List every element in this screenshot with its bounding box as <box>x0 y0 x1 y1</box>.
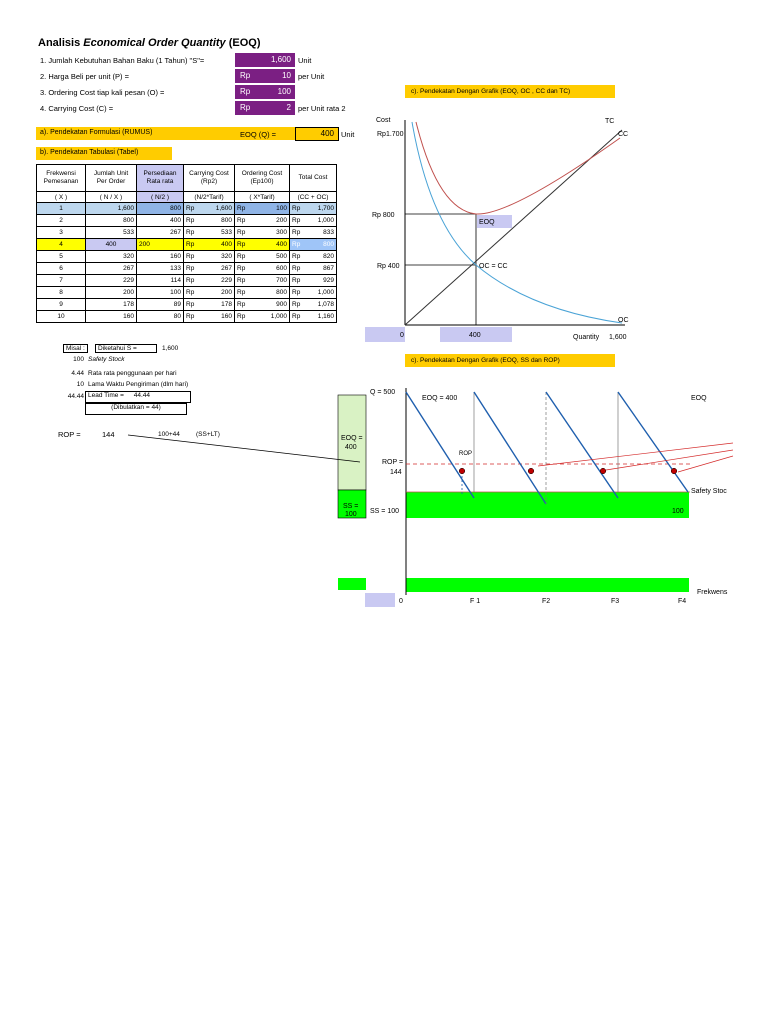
tc-curve <box>416 122 620 214</box>
g2-rop-value: 144 <box>390 469 402 476</box>
param-box-2 <box>235 69 295 83</box>
cell: 533 <box>86 227 137 239</box>
cell-value: 400 <box>276 241 287 248</box>
cell-value: 1,600 <box>215 205 232 212</box>
cell: 1,600 <box>86 203 137 215</box>
formula-bar <box>36 127 336 140</box>
param-value: 1,600 <box>270 55 291 64</box>
y-label-800: Rp 800 <box>372 212 395 219</box>
header-cell: Frekwensi Pemesanan <box>37 165 86 192</box>
left-eoq-value: 400 <box>345 444 357 451</box>
cell-value: 1,000 <box>270 313 287 320</box>
param-unit-4: per Unit rata 2 <box>298 104 346 113</box>
cell-value: 1,000 <box>317 289 334 296</box>
eoq-label: EOQ (Q) = <box>240 130 277 139</box>
param-unit-1: Unit <box>298 56 312 65</box>
lavender-cell <box>365 593 395 607</box>
rp-prefix: Rp <box>237 253 246 260</box>
misal-num: 44.44 <box>67 393 84 400</box>
misal-text: Rata rata penggunaan per hari <box>88 370 177 377</box>
cell <box>235 275 290 287</box>
cell <box>184 263 235 275</box>
g2-x-label: F3 <box>611 598 620 605</box>
table-row <box>37 287 337 299</box>
table-row <box>37 275 337 287</box>
left-eoq-label: EOQ = <box>341 435 363 442</box>
eoq-label-graph: EOQ <box>479 219 495 226</box>
eoq-value-box <box>295 127 339 141</box>
g2-x-label: F4 <box>678 598 687 605</box>
eoq-table <box>36 164 337 323</box>
title-suffix: (EOQ) <box>228 37 261 49</box>
eoq-right: EOQ <box>691 395 707 402</box>
cell: 3 <box>37 227 86 239</box>
cell: 6 <box>37 263 86 275</box>
rp-prefix: Rp <box>186 289 195 296</box>
rp-prefix: Rp <box>292 217 301 224</box>
x-label-400: 400 <box>469 332 481 339</box>
rop-label: ROP = <box>58 430 81 439</box>
misal-num: 10 <box>76 381 84 388</box>
param-label-1: 1. Jumlah Kebutuhan Bahan Baku (1 Tahun) "S"= <box>40 56 205 65</box>
graph2-svg <box>330 380 740 610</box>
cell-value: 160 <box>221 313 232 320</box>
cell: 200 <box>137 239 184 251</box>
table-row <box>37 215 337 227</box>
graph2-title-bar <box>405 354 615 367</box>
cell-value: 800 <box>323 241 334 248</box>
param-prefix: Rp <box>240 71 251 80</box>
subheader-cell: ( X ) <box>37 192 86 203</box>
eoq-unit: Unit <box>341 130 355 139</box>
cell-value: 229 <box>221 277 232 284</box>
cell-value: 820 <box>323 253 334 260</box>
param-box-1 <box>235 53 295 67</box>
tabel-bar <box>36 147 172 160</box>
page-title <box>38 37 261 49</box>
header-cell: Jumlah Unit Per Order <box>86 165 137 192</box>
cell: 1 <box>37 203 86 215</box>
rp-prefix: Rp <box>186 277 195 284</box>
rop-small-label: ROP <box>459 451 473 457</box>
param-box-3 <box>235 85 295 99</box>
cell <box>184 239 235 251</box>
sawtooth-3 <box>546 392 618 498</box>
cell <box>235 287 290 299</box>
cell <box>184 227 235 239</box>
lavender-cell <box>365 327 405 342</box>
rop-point <box>671 468 677 474</box>
cell: 200 <box>86 287 137 299</box>
misal-num: 100 <box>73 356 84 363</box>
cell <box>235 203 290 215</box>
rop-point <box>459 468 465 474</box>
rop-point <box>600 468 606 474</box>
graph1-title: c). Pendekatan Dengan Grafik (EOQ, OC , CC dan TC) <box>411 88 571 95</box>
rp-prefix: Rp <box>186 265 195 272</box>
tc-label: TC <box>605 118 615 125</box>
sawtooth-1 <box>406 392 474 498</box>
cc-label: CC <box>618 131 629 138</box>
rp-prefix: Rp <box>186 217 195 224</box>
pointer-arrow <box>606 450 733 470</box>
cell-value: 1,000 <box>317 217 334 224</box>
graph1-svg <box>360 110 760 350</box>
cell: 160 <box>86 311 137 323</box>
cell-value: 200 <box>276 217 287 224</box>
cell <box>184 287 235 299</box>
cell <box>184 251 235 263</box>
rp-prefix: Rp <box>237 205 246 212</box>
misal-label: Misal : <box>63 344 88 353</box>
rop-point <box>528 468 534 474</box>
cell-value: 800 <box>221 217 232 224</box>
y-label-400: Rp 400 <box>377 263 400 270</box>
rp-prefix: Rp <box>186 229 195 236</box>
x-label-0: 0 <box>400 332 404 339</box>
cell <box>184 215 235 227</box>
cell: 100 <box>137 287 184 299</box>
cell: 400 <box>137 215 184 227</box>
rp-prefix: Rp <box>292 301 301 308</box>
cell: 160 <box>137 251 184 263</box>
cell: 9 <box>37 299 86 311</box>
cell: 2 <box>37 215 86 227</box>
cell <box>184 275 235 287</box>
cell-value: 833 <box>323 229 334 236</box>
cell <box>290 203 337 215</box>
cell <box>290 287 337 299</box>
cell <box>235 227 290 239</box>
table-row <box>37 227 337 239</box>
cell-value: 1,700 <box>317 205 334 212</box>
cell <box>290 227 337 239</box>
param-label-2: 2. Harga Beli per unit (P) = <box>40 72 130 81</box>
rp-prefix: Rp <box>237 265 246 272</box>
param-prefix: Rp <box>240 87 251 96</box>
ss-band <box>406 492 689 518</box>
table-row <box>37 299 337 311</box>
rp-prefix: Rp <box>292 241 301 248</box>
rp-prefix: Rp <box>237 301 246 308</box>
cell: 800 <box>86 215 137 227</box>
table-row <box>37 263 337 275</box>
rp-prefix: Rp <box>186 205 195 212</box>
cell: 267 <box>137 227 184 239</box>
param-box-4 <box>235 101 295 115</box>
cell <box>290 299 337 311</box>
param-value: 2 <box>286 103 291 112</box>
graph2-title: c). Pendekatan Dengan Grafik (EOQ, SS dan ROP) <box>411 357 560 364</box>
rp-prefix: Rp <box>237 313 246 320</box>
left-ss-label: SS = <box>343 503 359 510</box>
oc-label: OC <box>618 317 629 324</box>
g2-rop-label: ROP = <box>382 459 404 466</box>
rop-connector-line <box>128 435 360 462</box>
cell <box>290 263 337 275</box>
cell: 5 <box>37 251 86 263</box>
rop-formula: 100+44 <box>158 431 180 438</box>
g2-x-label: F2 <box>542 598 551 605</box>
cell: 178 <box>86 299 137 311</box>
dibulatkan-box: (Dibulatkan = 44) <box>85 403 187 415</box>
lead-time-box <box>85 391 191 403</box>
ss-right: 100 <box>672 508 684 515</box>
misal-diketahui: Diketahui S = <box>95 344 157 353</box>
cell-value: 929 <box>323 277 334 284</box>
sawtooth-2 <box>474 392 546 504</box>
cell-value: 1,078 <box>317 301 334 308</box>
cell: 800 <box>137 203 184 215</box>
cell-value: 178 <box>221 301 232 308</box>
lead-time-value: 44.44 <box>133 392 151 399</box>
cell <box>184 311 235 323</box>
q-label: Q = 500 <box>370 389 396 396</box>
cell-value: 100 <box>276 205 287 212</box>
header-cell: Persediaan Rata rata <box>137 165 184 192</box>
cell: 89 <box>137 299 184 311</box>
misal-num: 4.44 <box>71 370 84 377</box>
param-label-3: 3. Ordering Cost tiap kali pesan (O) = <box>40 88 165 97</box>
rop-value: 144 <box>102 430 115 439</box>
rp-prefix: Rp <box>292 277 301 284</box>
subheader-cell: (N/2*Tarif) <box>184 192 235 203</box>
cell-value: 600 <box>276 265 287 272</box>
cell-value: 400 <box>221 241 232 248</box>
rp-prefix: Rp <box>237 277 246 284</box>
subheader-cell: (CC + OC) <box>290 192 337 203</box>
cell-value: 300 <box>276 229 287 236</box>
table-row <box>37 203 337 215</box>
cell <box>184 299 235 311</box>
rop-connector-svg <box>120 430 370 470</box>
cell-value: 700 <box>276 277 287 284</box>
y-axis-label: Cost <box>376 117 391 124</box>
param-label-4: 4. Carrying Cost (C) = <box>40 104 114 113</box>
formula-label: a). Pendekatan Formulasi (RUMUS) <box>40 129 153 136</box>
rp-prefix: Rp <box>292 229 301 236</box>
x-label-max: 1,600 <box>609 334 627 341</box>
left-ss-value: 100 <box>345 511 357 518</box>
title-prefix: Analisis <box>38 37 81 49</box>
lead-time-label: Lead Time = <box>88 392 124 399</box>
cell <box>290 311 337 323</box>
eoq-value: 400 <box>320 129 334 138</box>
freq-label: Frekwens <box>697 589 728 596</box>
cell <box>290 215 337 227</box>
rp-prefix: Rp <box>186 241 195 248</box>
cell-value: 320 <box>221 253 232 260</box>
cell <box>290 275 337 287</box>
ss-label: SS = 100 <box>370 508 399 515</box>
cell-value: 533 <box>221 229 232 236</box>
subheader-cell: ( N / X ) <box>86 192 137 203</box>
rp-prefix: Rp <box>237 217 246 224</box>
cell: 80 <box>137 311 184 323</box>
subheader-cell: ( X*Tarif) <box>235 192 290 203</box>
cell: 4 <box>37 239 86 251</box>
cell: 7 <box>37 275 86 287</box>
misal-text: Safety Stock <box>88 356 125 363</box>
rp-prefix: Rp <box>186 313 195 320</box>
cell: 400 <box>86 239 137 251</box>
rop-note: (SS+LT) <box>196 431 220 438</box>
g2-eoq-label: EOQ = 400 <box>422 395 458 402</box>
left-freq-block <box>338 578 366 590</box>
rp-prefix: Rp <box>292 313 301 320</box>
g2-x-label: F 1 <box>470 598 481 605</box>
title-italic: Economical Order Quantity <box>83 37 226 49</box>
g2-x-label: 0 <box>399 598 403 605</box>
header-cell: Ordering Cost (Ep100) <box>235 165 290 192</box>
header-cell: Carrying Cost (Rp2) <box>184 165 235 192</box>
rp-prefix: Rp <box>237 289 246 296</box>
rp-prefix: Rp <box>186 253 195 260</box>
cell: 320 <box>86 251 137 263</box>
cell: 8 <box>37 287 86 299</box>
cell: 10 <box>37 311 86 323</box>
rp-prefix: Rp <box>292 205 301 212</box>
cell <box>290 251 337 263</box>
misal-text: Lama Waktu Pengiriman (dlm hari) <box>88 381 189 388</box>
misal-s-value: 1,600 <box>162 345 179 352</box>
cell-value: 500 <box>276 253 287 260</box>
cell-value: 867 <box>323 265 334 272</box>
cell-value: 1,160 <box>317 313 334 320</box>
cell <box>235 311 290 323</box>
oc-curve <box>412 122 622 323</box>
cell: 229 <box>86 275 137 287</box>
graph1-title-bar <box>405 85 615 98</box>
x-axis-label: Quantity <box>573 334 600 341</box>
rp-prefix: Rp <box>292 289 301 296</box>
cell: 133 <box>137 263 184 275</box>
table-row <box>37 311 337 323</box>
cell <box>235 215 290 227</box>
subheader-cell: ( N/2 ) <box>137 192 184 203</box>
table-row <box>37 251 337 263</box>
param-value: 10 <box>282 71 291 80</box>
cell <box>235 263 290 275</box>
header-cell: Total Cost <box>290 165 337 192</box>
rp-prefix: Rp <box>292 265 301 272</box>
cell <box>290 239 337 251</box>
cell-value: 200 <box>221 289 232 296</box>
sawtooth-4 <box>618 392 688 492</box>
safety-label: Safety Stoc <box>691 488 727 495</box>
y-label-1700: Rp1.700 <box>377 131 404 138</box>
cell-value: 267 <box>221 265 232 272</box>
cell: 267 <box>86 263 137 275</box>
cell-value: 800 <box>276 289 287 296</box>
param-unit-2: per Unit <box>298 72 325 81</box>
rp-prefix: Rp <box>292 253 301 260</box>
table-row-optimal <box>37 239 337 251</box>
cell-value: 900 <box>276 301 287 308</box>
param-prefix: Rp <box>240 103 251 112</box>
cell <box>184 203 235 215</box>
cell: 114 <box>137 275 184 287</box>
cell <box>235 239 290 251</box>
param-value: 100 <box>277 87 291 96</box>
cell <box>235 299 290 311</box>
cross-label: OC = CC <box>479 263 508 270</box>
rp-prefix: Rp <box>186 301 195 308</box>
rp-prefix: Rp <box>237 229 246 236</box>
freq-band <box>406 578 689 592</box>
tabel-label: b). Pendekatan Tabulasi (Tabel) <box>40 149 139 156</box>
cell <box>235 251 290 263</box>
rp-prefix: Rp <box>237 241 246 248</box>
